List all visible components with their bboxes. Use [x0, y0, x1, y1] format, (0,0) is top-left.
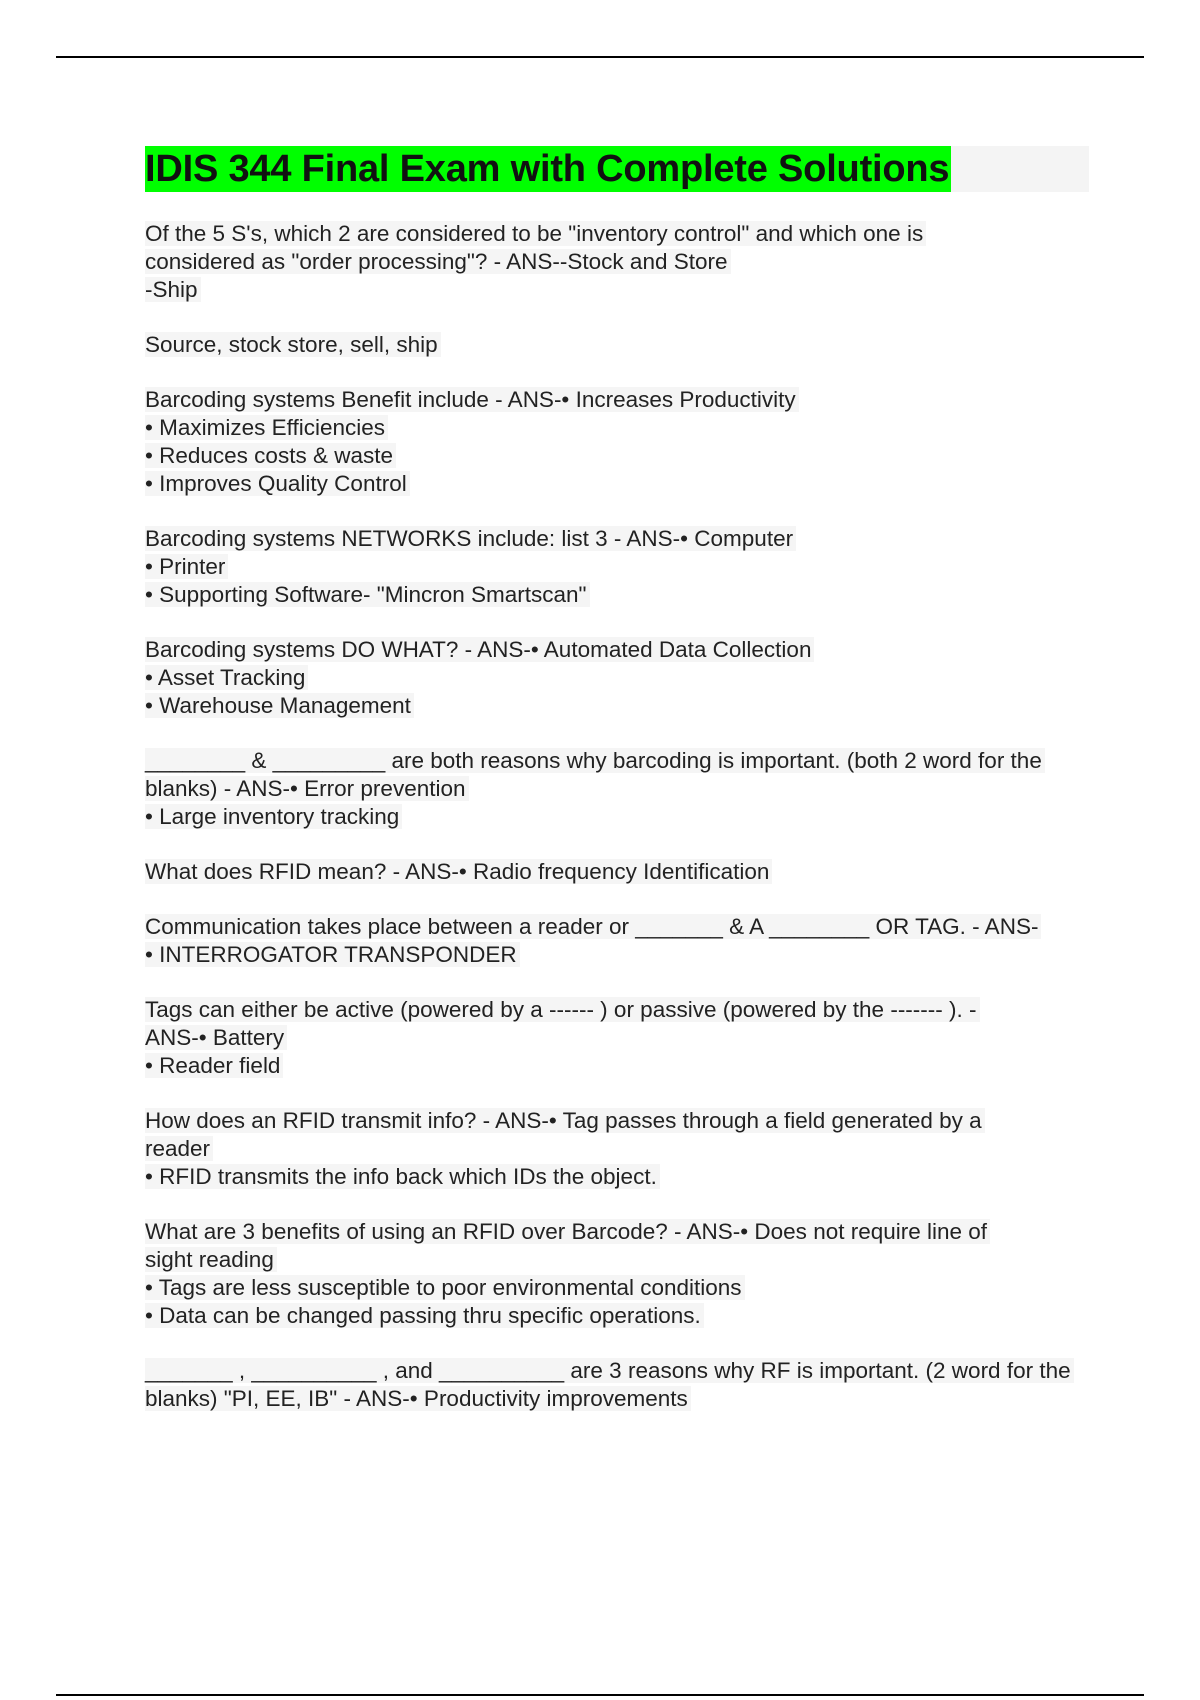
qa-line [145, 913, 1089, 941]
qa-line [145, 636, 1089, 664]
qa-line-text: ________ & _________ are both reasons why barcoding is important. (both 2 word for the [145, 748, 1045, 773]
qa-line [145, 692, 1089, 720]
qa-line-text: ANS-• Battery [145, 1025, 287, 1050]
qa-block [145, 331, 1089, 359]
document-body [145, 146, 1089, 1413]
qa-line [145, 470, 1089, 498]
qa-line-text: • INTERROGATOR TRANSPONDER [145, 942, 520, 967]
qa-line-text: What are 3 benefits of using an RFID over Barcode? - ANS-• Does not require line of [145, 1219, 990, 1244]
qa-line-text: • Printer [145, 554, 228, 579]
qa-block [145, 996, 1089, 1080]
qa-line [145, 1218, 1089, 1246]
qa-line [145, 941, 1089, 969]
qa-line-text: • Data can be changed passing thru specific operations. [145, 1303, 704, 1328]
qa-block [145, 1218, 1089, 1330]
qa-line [145, 775, 1089, 803]
qa-line [145, 276, 1089, 304]
qa-line [145, 1107, 1089, 1135]
qa-line [145, 1302, 1089, 1330]
qa-line-text: Source, stock store, sell, ship [145, 332, 441, 357]
qa-line [145, 996, 1089, 1024]
qa-line [145, 553, 1089, 581]
qa-line-text: • Reduces costs & waste [145, 443, 396, 468]
qa-line [145, 414, 1089, 442]
qa-line-text: blanks) "PI, EE, IB" - ANS-• Productivity improvements [145, 1386, 691, 1411]
qa-line [145, 331, 1089, 359]
qa-line-text: Barcoding systems NETWORKS include: list 3 - ANS-• Computer [145, 526, 796, 551]
qa-block [145, 386, 1089, 498]
qa-line-text: • Supporting Software- "Mincron Smartscan" [145, 582, 590, 607]
qa-line-text: Barcoding systems Benefit include - ANS-• Increases Productivity [145, 387, 799, 412]
qa-list [145, 220, 1089, 1413]
qa-line [145, 1135, 1089, 1163]
qa-block [145, 747, 1089, 831]
title-row [145, 146, 1089, 192]
qa-line [145, 1246, 1089, 1274]
qa-line [145, 442, 1089, 470]
qa-line-text: • Reader field [145, 1053, 283, 1078]
qa-line-text: reader [145, 1136, 213, 1161]
qa-line [145, 1163, 1089, 1191]
document-title: IDIS 344 Final Exam with Complete Solutions [145, 148, 950, 190]
qa-line-text: What does RFID mean? - ANS-• Radio frequency Identification [145, 859, 772, 884]
qa-line-text: -Ship [145, 277, 201, 302]
qa-line [145, 220, 1089, 248]
qa-line [145, 1357, 1089, 1385]
qa-line-text: • Warehouse Management [145, 693, 414, 718]
qa-line [145, 803, 1089, 831]
qa-line [145, 525, 1089, 553]
qa-line-text: • Maximizes Efficiencies [145, 415, 388, 440]
qa-line-text: • Tags are less susceptible to poor environmental conditions [145, 1275, 745, 1300]
qa-line-text: blanks) - ANS-• Error prevention [145, 776, 469, 801]
qa-line-text: Of the 5 S's, which 2 are considered to be "inventory control" and which one is [145, 221, 926, 246]
qa-block [145, 1357, 1089, 1413]
qa-line [145, 1385, 1089, 1413]
qa-block [145, 220, 1089, 304]
qa-block [145, 913, 1089, 969]
qa-line-text: Barcoding systems DO WHAT? - ANS-• Automated Data Collection [145, 637, 814, 662]
qa-block [145, 1107, 1089, 1191]
qa-line-text: • Large inventory tracking [145, 804, 402, 829]
qa-line [145, 386, 1089, 414]
qa-line [145, 858, 1089, 886]
qa-block [145, 636, 1089, 720]
qa-block [145, 858, 1089, 886]
qa-line-text: Tags can either be active (powered by a ------ ) or passive (powered by the ------- ). - [145, 997, 980, 1022]
qa-line-text: sight reading [145, 1247, 277, 1272]
qa-line-text: • RFID transmits the info back which IDs the object. [145, 1164, 660, 1189]
qa-line-text: _______ , __________ , and __________ are 3 reasons why RF is important. (2 word for the [145, 1358, 1074, 1383]
qa-line-text: How does an RFID transmit info? - ANS-• Tag passes through a field generated by a [145, 1108, 985, 1133]
qa-line-text: • Asset Tracking [145, 665, 308, 690]
header-rule [56, 56, 1144, 58]
qa-line [145, 1052, 1089, 1080]
qa-line [145, 1024, 1089, 1052]
qa-line-text: considered as "order processing"? - ANS--Stock and Store [145, 249, 731, 274]
qa-line [145, 1274, 1089, 1302]
qa-line [145, 248, 1089, 276]
qa-line [145, 747, 1089, 775]
qa-line-text: Communication takes place between a reader or _______ & A ________ OR TAG. - ANS- [145, 914, 1041, 939]
qa-line [145, 581, 1089, 609]
qa-line-text: • Improves Quality Control [145, 471, 410, 496]
footer-rule [56, 1694, 1144, 1696]
qa-line [145, 664, 1089, 692]
qa-block [145, 525, 1089, 609]
